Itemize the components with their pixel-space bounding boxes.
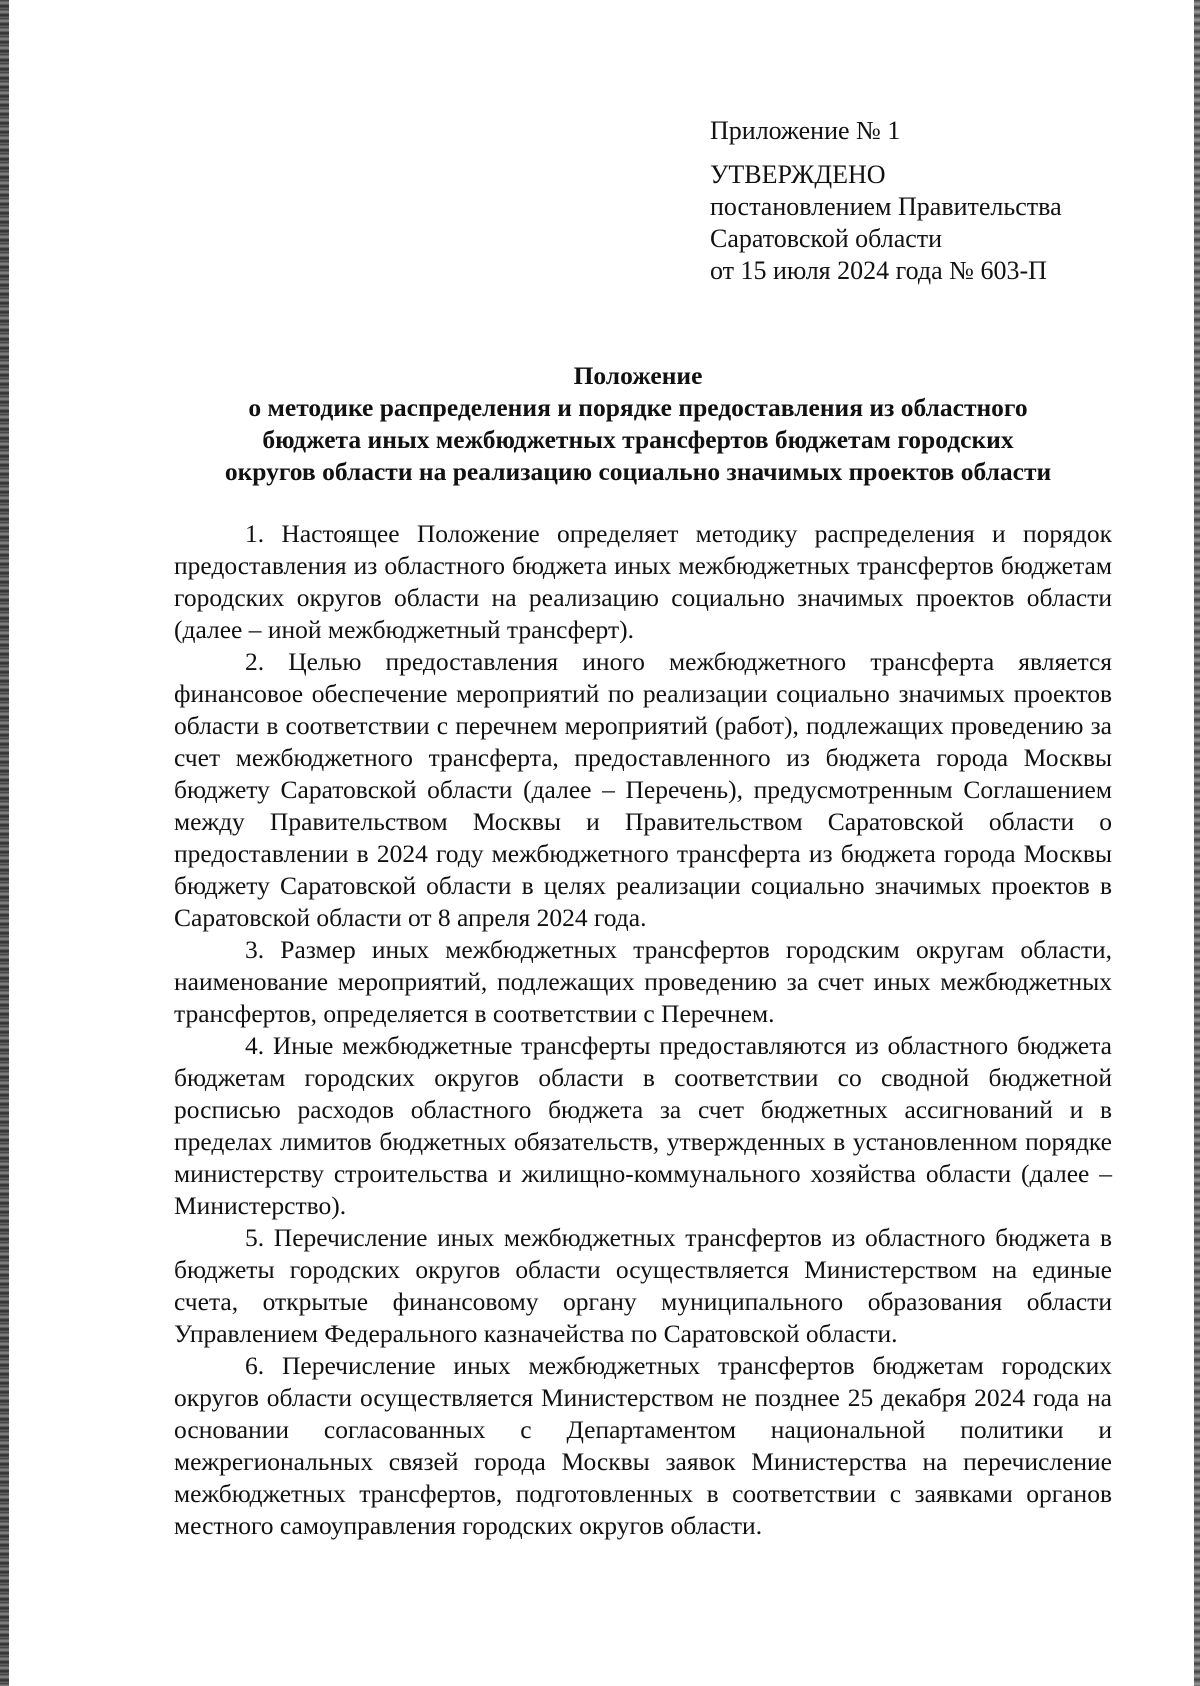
paragraph-6: 6. Перечисление иных межбюджетных трансфертов бюджетам городских округов области осуществляется Министерством не позднее 25 декабря 2024 года на основании согласованных с Департаментом национальной политики и межрегиональных связей города Москвы заявок Министерства на перечисление межбюджетных трансфертов, подготовленных в соответствии с заявками органов местного самоуправления городских округов области. [174, 1351, 1112, 1540]
annex-label: Приложение № 1 [710, 116, 901, 145]
approval-line: от 15 июля 2024 года № 603-П [710, 256, 1047, 285]
title-line: о методике распределения и порядке предоставления из областного [248, 393, 1028, 422]
title-line: Положение [573, 361, 703, 390]
paragraph-5: 5. Перечисление иных межбюджетных трансфертов из областного бюджета в бюджеты городских округов области осуществляется Министерством на единые счета, открытые финансовому органу муниципального образования области Управлением Федерального казначейства по Саратовской области. [174, 1223, 1112, 1348]
document-title [150, 360, 1126, 488]
approved-heading: УТВЕРЖДЕНО [710, 160, 886, 189]
title-line: округов области на реализацию социально значимых проектов области [224, 457, 1052, 486]
approval-block [710, 115, 1150, 287]
document-body [174, 518, 1112, 1542]
approval-line: постановлением Правительства [710, 192, 1062, 221]
paragraph-1: 1. Настоящее Положение определяет методику распределения и порядок предоставления из областного бюджета иных межбюджетных трансфертов бюджетам городских округов области на реализацию социально значимых проектов области (далее – иной межбюджетный трансферт). [174, 519, 1112, 644]
paragraph-3: 3. Размер иных межбюджетных трансфертов городским округам области, наименование мероприятий, подлежащих проведению за счет иных межбюджетных трансфертов, определяется в соответствии с Перечнем. [174, 935, 1112, 1028]
paragraph-2: 2. Целью предоставления иного межбюджетного трансферта является финансовое обеспечение мероприятий по реализации социально значимых проектов области в соответствии с перечнем мероприятий (работ), подлежащих проведению за счет межбюджетного трансферта, предоставленного из бюджета города Москвы бюджету Саратовской области (далее – Перечень), предусмотренным Соглашением между Правительством Москвы и Правительством Саратовской области о предоставлении в 2024 году межбюджетного трансферта из бюджета города Москвы бюджету Саратовской области в целях реализации социально значимых проектов в Саратовской области от 8 апреля 2024 года. [174, 647, 1112, 932]
paragraph-4: 4. Иные межбюджетные трансферты предоставляются из областного бюджета бюджетам городских округов области в соответствии со сводной бюджетной росписью расходов областного бюджета за счет бюджетных ассигнований и в пределах лимитов бюджетных обязательств, утвержденных в установленном порядке министерству строительства и жилищно-коммунального хозяйства области (далее – Министерство). [174, 1031, 1112, 1220]
approval-line: Саратовской области [710, 224, 943, 253]
title-line: бюджета иных межбюджетных трансфертов бюджетам городских [262, 425, 1014, 454]
